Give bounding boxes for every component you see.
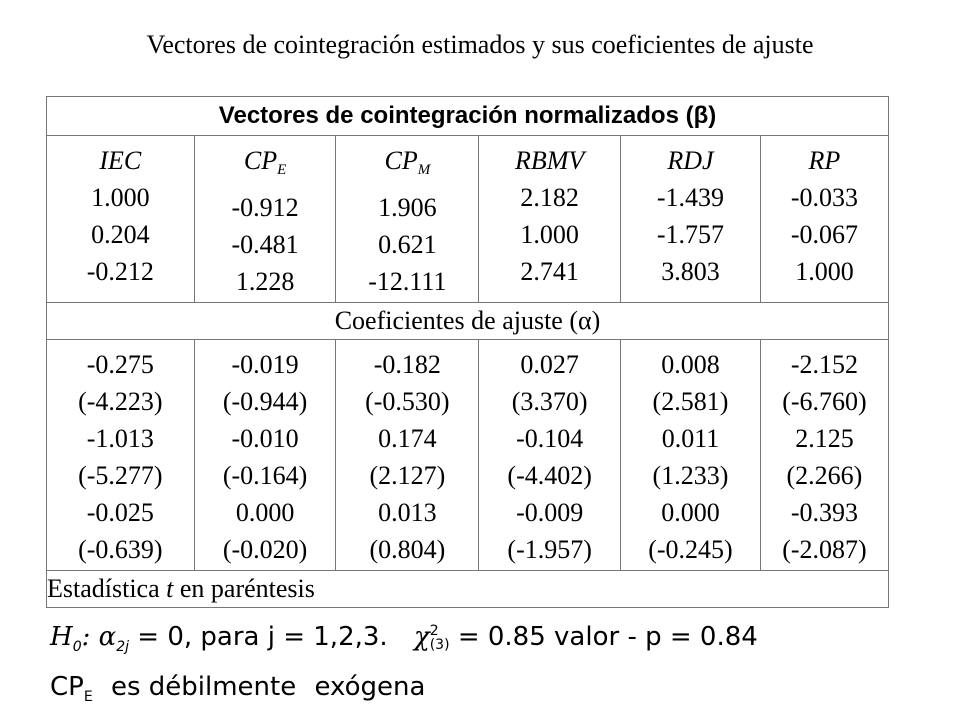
chi-symbol: χ (413, 622, 430, 652)
valor-text: valor (554, 622, 620, 652)
beta-value: -0.033 (790, 183, 859, 212)
beta-value: -1.439 (656, 183, 725, 212)
h-symbol: H (50, 622, 73, 652)
alpha-value: 2.125 (795, 424, 854, 453)
beta-column-4 (621, 136, 761, 303)
alpha-symbol: : α (81, 622, 117, 652)
alpha-t-stat: (3.370) (511, 387, 588, 416)
alpha-value: -0.019 (231, 350, 299, 379)
footnote-suffix: en paréntesis (173, 574, 315, 603)
beta-value: -1.757 (656, 220, 725, 249)
beta-header (47, 142, 194, 179)
alpha-value: 0.008 (661, 350, 720, 379)
alpha-value: -0.275 (86, 350, 154, 379)
alpha-t-stat: (0.804) (369, 535, 446, 564)
beta-column-3 (479, 136, 621, 303)
alpha-t-stat: (2.266) (786, 461, 863, 490)
beta-header (761, 142, 888, 179)
alpha-value: -0.025 (86, 498, 154, 527)
beta-value: 1.000 (91, 183, 150, 212)
beta-value: 2.741 (520, 257, 579, 286)
beta-column-1 (194, 136, 336, 303)
alpha-column-3 (479, 340, 621, 571)
alpha-column-4 (621, 340, 761, 571)
j-set: j = 1,2,3. (267, 622, 388, 652)
alpha-t-stat: (-0.530) (365, 387, 450, 416)
beta-value: -0.212 (86, 257, 154, 286)
alpha-t-stat: (-4.223) (78, 387, 163, 416)
chi-sup: 2 (429, 622, 439, 639)
cp-symbol: CP (50, 672, 84, 702)
beta-value: -0.912 (231, 193, 299, 222)
alpha-column-2 (336, 340, 479, 571)
beta-header (479, 142, 620, 179)
alpha-t-stat: (-5.277) (78, 461, 163, 490)
alpha-value: 0.174 (378, 424, 437, 453)
alpha-column-0 (47, 340, 195, 571)
alpha-t-stat: (1.233) (652, 461, 729, 490)
cointegration-table (46, 96, 889, 608)
beta-value: 1.906 (378, 193, 437, 222)
alpha-value: -0.009 (516, 498, 584, 527)
beta-value: -0.481 (231, 230, 299, 259)
alpha-t-stat: (2.127) (369, 461, 446, 490)
exog-text: es débilmente (110, 672, 297, 702)
exog-text-2: exógena (314, 672, 426, 702)
header-label: CP (384, 146, 418, 175)
header-label: IEC (99, 146, 142, 175)
beta-value: 1.000 (795, 257, 854, 286)
beta-header (621, 142, 760, 179)
footnote (47, 571, 889, 608)
alpha-section-title: Coeficientes de ajuste (α) (47, 303, 889, 340)
beta-header (336, 142, 478, 189)
chi-value: = 0.85 (449, 622, 546, 652)
exogeneity-statement (50, 672, 425, 705)
beta-column-5 (760, 136, 888, 303)
beta-value: 2.182 (520, 183, 579, 212)
alpha-value: 0.027 (520, 350, 579, 379)
alpha-value: 0.013 (378, 498, 437, 527)
header-subscript: M (417, 162, 431, 178)
beta-column-0 (47, 136, 195, 303)
beta-value: 0.621 (378, 230, 437, 259)
alpha-value: 0.000 (235, 498, 295, 527)
alpha-value: -0.010 (231, 424, 299, 453)
alpha-t-stat: (2.581) (652, 387, 729, 416)
chi-sub: (3) (429, 636, 450, 653)
beta-value: -12.111 (368, 267, 447, 296)
alpha-column-1 (194, 340, 336, 571)
beta-body (47, 136, 889, 303)
alpha-t-stat: (-1.957) (507, 535, 592, 564)
alpha-value: -0.104 (516, 424, 584, 453)
alpha-sub: 2j (116, 639, 129, 655)
alpha-t-stat: (-0.164) (222, 461, 308, 490)
alpha-column-5 (760, 340, 888, 571)
cp-sub: E (83, 689, 93, 705)
alpha-t-stat: (-0.020) (222, 535, 308, 564)
alpha-value: -1.013 (86, 424, 154, 453)
header-label: RDJ (667, 146, 714, 175)
beta-value: -0.067 (790, 220, 859, 249)
p-value: - p = 0.84 (627, 622, 758, 652)
beta-section-title: Vectores de cointegración normalizados (β) (47, 97, 889, 136)
alpha-t-stat: (-0.639) (78, 535, 163, 564)
header-label: RP (808, 146, 841, 175)
alpha-t-stat: (-2.087) (782, 535, 867, 564)
header-label: RBMV (514, 146, 585, 175)
alpha-value: 0.011 (661, 424, 720, 453)
alpha-t-stat: (-0.944) (222, 387, 308, 416)
alpha-body (47, 340, 889, 571)
alpha-t-stat: (-0.245) (648, 535, 733, 564)
footnote-prefix: Estadística (47, 574, 167, 603)
beta-value: 1.000 (520, 220, 579, 249)
alpha-value: -0.182 (373, 350, 441, 379)
eq-zero: = 0, (129, 622, 193, 652)
chi-scripts (430, 624, 450, 652)
alpha-value: 0.000 (661, 498, 720, 527)
alpha-value: -2.152 (790, 350, 859, 379)
alpha-t-stat: (-6.760) (782, 387, 867, 416)
hypothesis-formula (50, 622, 758, 655)
header-label: CP (243, 146, 278, 175)
alpha-t-stat: (-4.402) (507, 461, 592, 490)
beta-header (195, 142, 336, 189)
beta-column-2 (336, 136, 479, 303)
beta-value: 3.803 (661, 257, 720, 286)
footnote-t: t (166, 574, 174, 603)
beta-value: 1.228 (235, 267, 295, 296)
header-subscript: E (277, 162, 287, 178)
beta-value: 0.204 (91, 220, 150, 249)
alpha-value: -0.393 (790, 498, 859, 527)
para-text: para (200, 622, 260, 652)
h-sub: 0 (72, 639, 82, 655)
slide-title: Vectores de cointegración estimados y sus coeficientes de ajuste (146, 30, 814, 59)
